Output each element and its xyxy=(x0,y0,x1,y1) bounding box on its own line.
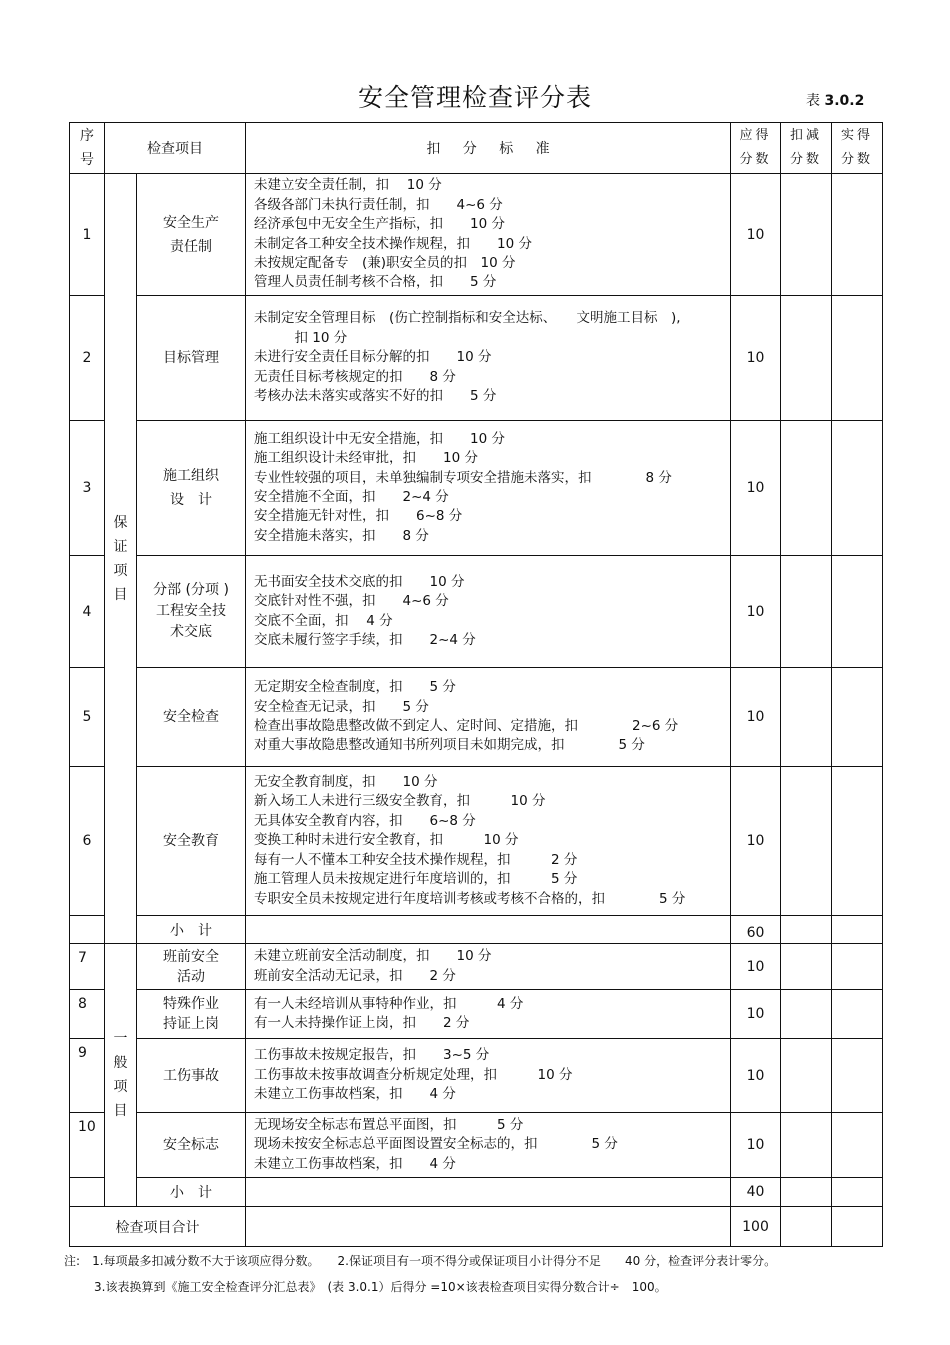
row-no: 5 xyxy=(70,668,105,767)
table-row xyxy=(70,174,883,296)
note-label: 注: xyxy=(64,1254,81,1268)
row-deduct xyxy=(781,944,832,990)
note-1: 1.每项最多扣减分数不大于该项应得分数。 xyxy=(92,1254,314,1268)
row-score: 10 xyxy=(731,767,781,916)
header-actual xyxy=(832,123,883,174)
row-actual xyxy=(832,556,883,668)
category-guarantee-text: 保证项目 xyxy=(113,514,128,603)
row-item: 特殊作业 持证上岗 xyxy=(137,990,246,1039)
row-actual xyxy=(832,174,883,296)
header-actual-text: 实得分数 xyxy=(840,128,873,167)
row-score: 10 xyxy=(731,1113,781,1178)
row-deduct xyxy=(781,1113,832,1178)
subtotal-label: 小 计 xyxy=(137,1178,246,1207)
table-row xyxy=(70,1039,883,1113)
row-score: 10 xyxy=(731,296,781,421)
subtotal-score: 40 xyxy=(731,1178,781,1207)
row-item: 安全标志 xyxy=(137,1113,246,1178)
table-row xyxy=(70,296,883,421)
row-score: 10 xyxy=(731,556,781,668)
table-row xyxy=(70,767,883,916)
row-standard: 工伤事故未按规定报告，扣 3~5 分 工伤事故未按事故调查分析规定处理，扣 10 分 未建立工伤事故档案，扣 4 分 xyxy=(246,1039,731,1113)
row-no: 9 xyxy=(70,1039,105,1113)
row-actual xyxy=(832,296,883,421)
subtotal-actual xyxy=(832,916,883,944)
row-standard: 未建立班前安全活动制度，扣 10 分 班前安全活动无记录，扣 2 分 xyxy=(246,944,731,990)
subtotal-label: 小 计 xyxy=(137,916,246,944)
total-score: 100 xyxy=(731,1207,781,1247)
subtotal-score: 60 xyxy=(731,916,781,944)
row-no: 2 xyxy=(70,296,105,421)
row-item: 工伤事故 xyxy=(137,1039,246,1113)
header-row xyxy=(70,123,883,174)
row-deduct xyxy=(781,174,832,296)
row-no: 10 xyxy=(70,1113,105,1178)
total-row xyxy=(70,1207,883,1247)
subtotal-no xyxy=(70,916,105,944)
row-no: 4 xyxy=(70,556,105,668)
row-standard: 未建立安全责任制，扣 10 分 各级各部门未执行责任制，扣 4~6 分 经济承包中无安全生产指标，扣 10 分 未制定各工种安全技术操作规程，扣 10 分 未按规定配备专 (兼)职安全员的扣 10 分 管理人员责任制考核不合格，扣 5 分 xyxy=(246,174,731,296)
note-line-1 xyxy=(64,1252,776,1269)
header-no xyxy=(70,123,105,174)
category-general xyxy=(105,944,137,1207)
subtotal-deduct xyxy=(781,916,832,944)
row-standard: 有一人未经培训从事特种作业，扣 4 分 有一人未持操作证上岗，扣 2 分 xyxy=(246,990,731,1039)
subtotal-standard xyxy=(246,1178,731,1207)
row-standard: 无定期安全检查制度，扣 5 分 安全检查无记录，扣 5 分 检查出事故隐患整改做不到定人、定时间、定措施，扣 2~6 分 对重大事故隐患整改通知书所列项目未如期完成，扣 5 分 xyxy=(246,668,731,767)
total-standard xyxy=(246,1207,731,1247)
row-item: 安全生产 责任制 xyxy=(137,174,246,296)
row-actual xyxy=(832,668,883,767)
row-score: 10 xyxy=(731,668,781,767)
subtotal-deduct xyxy=(781,1178,832,1207)
header-standard-text: 扣 分 标 准 xyxy=(426,141,550,157)
row-score: 10 xyxy=(731,944,781,990)
page-title: 安全管理检查评分表 xyxy=(357,83,592,112)
score-table xyxy=(69,122,883,1247)
header-deduct-text: 扣减分数 xyxy=(789,128,822,167)
row-no: 1 xyxy=(70,174,105,296)
row-deduct xyxy=(781,1039,832,1113)
table-number xyxy=(806,90,864,110)
row-standard: 施工组织设计中无安全措施，扣 10 分 施工组织设计未经审批，扣 10 分 专业性较强的项目，未单独编制专项安全措施未落实，扣 8 分 安全措施不全面，扣 2~4 分 安全措施无针对性，扣 6~8 分 安全措施未落实，扣 8 分 xyxy=(246,421,731,556)
subtotal-standard xyxy=(246,916,731,944)
row-standard: 无安全教育制度，扣 10 分 新入场工人未进行三级安全教育，扣 10 分 无具体安全教育内容，扣 6~8 分 变换工种时未进行安全教育，扣 10 分 每有一人不懂本工种安全技术操作规程，扣 2 分 施工管理人员未按规定进行年度培训的，扣 5 分 专职安全员未按规定进行年度培训考核或考核不合格的，扣 5 分 xyxy=(246,767,731,916)
row-actual xyxy=(832,421,883,556)
row-actual xyxy=(832,990,883,1039)
row-actual xyxy=(832,1039,883,1113)
note-2: 2.保证项目有一项不得分或保证项目小计得分不足 40 分，检查评分表计零分。 xyxy=(337,1254,777,1268)
row-deduct xyxy=(781,990,832,1039)
row-item: 班前安全 活动 xyxy=(137,944,246,990)
row-item: 施工组织 设 计 xyxy=(137,421,246,556)
header-should-text: 应得分数 xyxy=(739,128,772,167)
row-deduct xyxy=(781,421,832,556)
table-row xyxy=(70,990,883,1039)
header-deduct xyxy=(781,123,832,174)
subtotal-actual xyxy=(832,1178,883,1207)
row-no: 3 xyxy=(70,421,105,556)
row-no: 6 xyxy=(70,767,105,916)
subtotal-no xyxy=(70,1178,105,1207)
row-item: 目标管理 xyxy=(137,296,246,421)
row-score: 10 xyxy=(731,1039,781,1113)
subtotal-row xyxy=(70,916,883,944)
table-number-value: 3.0.2 xyxy=(824,93,865,109)
category-guarantee xyxy=(105,174,137,944)
row-deduct xyxy=(781,556,832,668)
total-actual xyxy=(832,1207,883,1247)
row-no: 7 xyxy=(70,944,105,990)
row-item: 安全教育 xyxy=(137,767,246,916)
row-standard: 无现场安全标志布置总平面图，扣 5 分 现场未按安全标志总平面图设置安全标志的，扣 5 分 未建立工伤事故档案，扣 4 分 xyxy=(246,1113,731,1178)
table-row xyxy=(70,421,883,556)
row-score: 10 xyxy=(731,990,781,1039)
note-line-2 xyxy=(94,1278,667,1295)
total-deduct xyxy=(781,1207,832,1247)
table-number-prefix: 表 xyxy=(806,93,820,109)
table-row xyxy=(70,556,883,668)
row-actual xyxy=(832,767,883,916)
row-score: 10 xyxy=(731,174,781,296)
row-deduct xyxy=(781,296,832,421)
row-actual xyxy=(832,1113,883,1178)
row-score: 10 xyxy=(731,421,781,556)
table-row xyxy=(70,668,883,767)
total-label: 检查项目合计 xyxy=(70,1207,246,1247)
header-item: 检查项目 xyxy=(105,123,246,174)
header-no-text: 序号 xyxy=(80,128,97,168)
row-standard: 无书面安全技术交底的扣 10 分 交底针对性不强，扣 4~6 分 交底不全面，扣 4 分 交底未履行签字手续，扣 2~4 分 xyxy=(246,556,731,668)
table-row xyxy=(70,1113,883,1178)
category-general-text: 一般项目 xyxy=(113,1031,128,1119)
row-item: 分部 (分项 ) 工程安全技 术交底 xyxy=(137,556,246,668)
row-actual xyxy=(832,944,883,990)
note-3: 3.该表换算到《施工安全检查评分汇总表》 (表 3.0.1）后得分 =10×该表检查项目实得分数合计÷ 100。 xyxy=(94,1280,667,1294)
row-item: 安全检查 xyxy=(137,668,246,767)
table-row xyxy=(70,944,883,990)
subtotal-row xyxy=(70,1178,883,1207)
header-should xyxy=(731,123,781,174)
row-no: 8 xyxy=(70,990,105,1039)
row-standard: 未制定安全管理目标 (伤亡控制指标和安全达标、 文明施工目标 ), 扣 10 分 未进行安全责任目标分解的扣 10 分 无责任目标考核规定的扣 8 分 考核办法未落实或落实不好的扣 5 分 xyxy=(246,296,731,421)
header-standard xyxy=(246,123,731,174)
row-deduct xyxy=(781,668,832,767)
row-deduct xyxy=(781,767,832,916)
